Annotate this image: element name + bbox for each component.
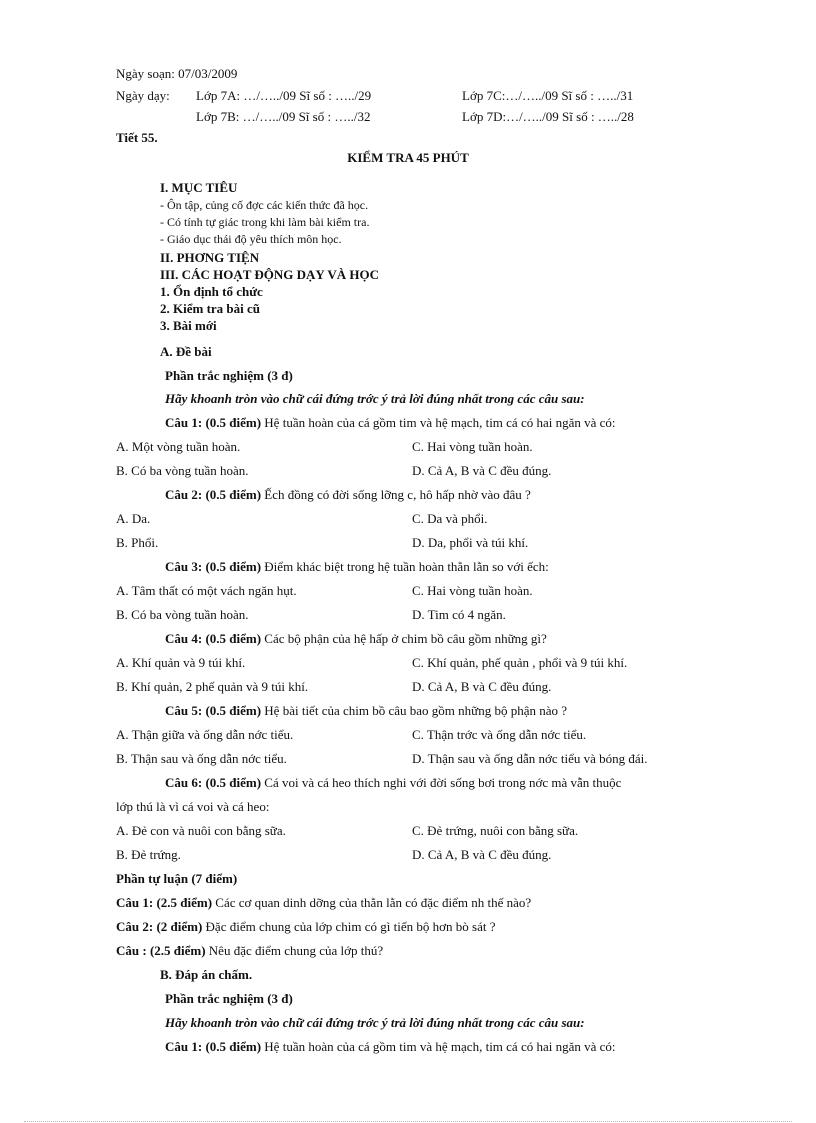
option-b: B. Khí quản, 2 phế quản và 9 túi khí. bbox=[116, 679, 309, 694]
option-b: B. Có ba vòng tuần hoàn. bbox=[116, 607, 249, 622]
question-text: Điểm khác biệt trong hệ tuần hoàn thằn lằn so với ếch: bbox=[261, 559, 549, 574]
question-text: Đặc điểm chung của lớp chim có gì tiến bộ hơn bò sát ? bbox=[202, 919, 496, 934]
instruction: Hãy khoanh tròn vào chữ cái đứng trớc ý trả lời đúng nhất trong các câu sau: bbox=[165, 391, 585, 406]
question-label: Câu 3: (0.5 điểm) bbox=[165, 559, 262, 574]
option-b: B. Đẻ trứng. bbox=[116, 847, 181, 862]
tiet-label: Tiết 55. bbox=[116, 130, 158, 145]
question bbox=[165, 703, 567, 719]
question bbox=[165, 631, 547, 647]
question-label: Câu 1: (0.5 điểm) bbox=[165, 1039, 262, 1054]
question-continuation: lớp thú là vì cá voi và cá heo: bbox=[116, 799, 270, 814]
dap-an-heading: B. Đáp án chấm. bbox=[160, 967, 253, 982]
kiem-tra-heading: 2. Kiểm tra bài cũ bbox=[160, 301, 261, 316]
question-label: Câu 5: (0.5 điểm) bbox=[165, 703, 262, 718]
dap-an-question bbox=[165, 1039, 616, 1055]
option-c: C. Da và phổi. bbox=[412, 511, 488, 526]
bai-moi-heading: 3. Bài mới bbox=[160, 318, 217, 333]
question-text: Hệ tuần hoàn của cá gồm tim và hệ mạch, tim cá có hai ngăn và có: bbox=[261, 1039, 616, 1054]
question-text: Hệ bài tiết của chim bồ câu bao gồm những bộ phận nào ? bbox=[261, 703, 568, 718]
hoat-dong-heading: III. CÁC HOẠT ĐỘNG DẠY VÀ HỌC bbox=[160, 267, 379, 282]
option-d: D. Cả A, B và C đều đúng. bbox=[412, 847, 552, 862]
de-bai-heading: A. Đề bài bbox=[160, 344, 212, 359]
muc-tieu-item: - Ôn tập, củng cố đợc các kiến thức đã học. bbox=[160, 198, 369, 212]
question-text: Cá voi và cá heo thích nghi với đời sống bơi trong nớc mà vẫn thuộc bbox=[261, 775, 622, 790]
option-d: D. Cả A, B và C đều đúng. bbox=[412, 463, 552, 478]
option-c: C. Khí quản, phế quản , phổi và 9 túi khí. bbox=[412, 655, 628, 670]
lop-7b: Lớp 7B: …/…../09 Sĩ số : …../32 bbox=[196, 109, 371, 124]
muc-tieu-heading: I. MỤC TIÊU bbox=[160, 180, 238, 195]
question bbox=[165, 487, 531, 503]
muc-tieu-item: - Giáo dục thái độ yêu thích môn học. bbox=[160, 232, 342, 246]
lop-7d: Lớp 7D:…/…../09 Sĩ số : …../28 bbox=[462, 109, 634, 124]
option-a: A. Khí quản và 9 túi khí. bbox=[116, 655, 246, 670]
question bbox=[165, 775, 621, 791]
question-text: Các cơ quan dinh dỡng của thằn lằn có đặc điểm nh thế nào? bbox=[212, 895, 532, 910]
ngay-soan: Ngày soạn: 07/03/2009 bbox=[116, 66, 238, 81]
option-d: D. Tim có 4 ngăn. bbox=[412, 607, 506, 622]
option-d: D. Thận sau và ống dẫn nớc tiểu và bóng đái. bbox=[412, 751, 648, 766]
option-c: C. Thận trớc và ống dẫn nớc tiểu. bbox=[412, 727, 587, 742]
question-text: Ếch đồng có đời sống lỡng c, hô hấp nhờ vào đâu ? bbox=[261, 487, 531, 502]
dap-an-trac-nghiem: Phần trắc nghiệm (3 đ) bbox=[165, 991, 293, 1006]
option-b: B. Phổi. bbox=[116, 535, 159, 550]
option-a: A. Tâm thất có một vách ngăn hụt. bbox=[116, 583, 297, 598]
question-label: Câu 6: (0.5 điểm) bbox=[165, 775, 262, 790]
question-label: Câu 4: (0.5 điểm) bbox=[165, 631, 262, 646]
option-c: C. Hai vòng tuần hoàn. bbox=[412, 439, 533, 454]
option-a: A. Đẻ con và nuôi con bằng sữa. bbox=[116, 823, 286, 838]
lop-7c: Lớp 7C:…/…../09 Sĩ số : …../31 bbox=[462, 88, 634, 103]
muc-tieu-item: - Có tính tự giác trong khi làm bài kiểm tra. bbox=[160, 215, 370, 229]
question-text: Hệ tuần hoàn của cá gồm tim và hệ mạch, tim cá có hai ngăn và có: bbox=[261, 415, 616, 430]
option-d: D. Da, phổi và túi khí. bbox=[412, 535, 529, 550]
option-b: B. Có ba vòng tuần hoàn. bbox=[116, 463, 249, 478]
option-a: A. Thận giữa và ống dẫn nớc tiểu. bbox=[116, 727, 294, 742]
ngay-day-label: Ngày dạy: bbox=[116, 88, 170, 103]
essay-question bbox=[116, 919, 495, 935]
option-c: C. Hai vòng tuần hoàn. bbox=[412, 583, 533, 598]
question-label: Câu 1: (0.5 điểm) bbox=[165, 415, 262, 430]
dap-an-instruction: Hãy khoanh tròn vào chữ cái đứng trớc ý trả lời đúng nhất trong các câu sau: bbox=[165, 1015, 585, 1030]
question-label: Câu : (2.5 điểm) bbox=[116, 943, 206, 958]
tu-luan-heading: Phần tự luận (7 điểm) bbox=[116, 871, 238, 886]
question-text: Các bộ phận của hệ hấp ở chim bồ câu gồm những gì? bbox=[261, 631, 547, 646]
option-c: C. Đẻ trứng, nuôi con bằng sữa. bbox=[412, 823, 579, 838]
on-dinh-heading: 1. Ổn định tổ chức bbox=[160, 284, 263, 299]
option-a: A. Da. bbox=[116, 511, 151, 526]
option-b: B. Thận sau và ống dẫn nớc tiểu. bbox=[116, 751, 287, 766]
question bbox=[165, 415, 616, 431]
essay-question bbox=[116, 943, 383, 959]
question-label: Câu 2: (0.5 điểm) bbox=[165, 487, 262, 502]
page-bottom-border bbox=[24, 1121, 792, 1122]
page-title: KIỂM TRA 45 PHÚT bbox=[347, 150, 469, 165]
option-d: D. Cả A, B và C đều đúng. bbox=[412, 679, 552, 694]
question bbox=[165, 559, 549, 575]
essay-question bbox=[116, 895, 531, 911]
option-a: A. Một vòng tuần hoàn. bbox=[116, 439, 241, 454]
question-label: Câu 1: (2.5 điểm) bbox=[116, 895, 213, 910]
lop-7a: Lớp 7A: …/…../09 Sĩ số : …../29 bbox=[196, 88, 372, 103]
question-label: Câu 2: (2 điểm) bbox=[116, 919, 203, 934]
trac-nghiem-heading: Phần trắc nghiệm (3 đ) bbox=[165, 368, 293, 383]
phuong-tien-heading: II. PHƠNG TIỆN bbox=[160, 250, 260, 265]
question-text: Nêu đặc điểm chung của lớp thú? bbox=[205, 943, 384, 958]
